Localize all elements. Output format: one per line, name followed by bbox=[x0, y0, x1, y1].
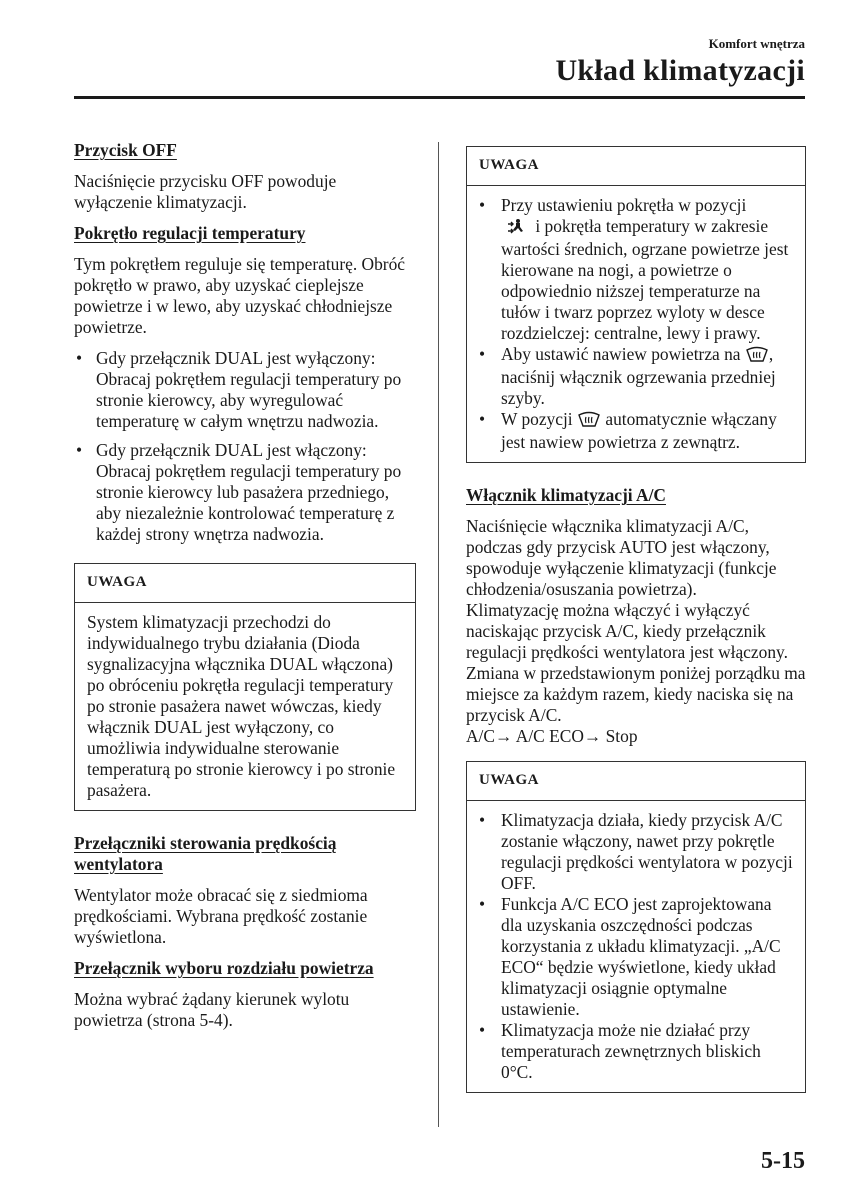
air-distribution-text: Można wybrać żądany kierunek wylotu powietrza (strona 5-4). bbox=[74, 989, 350, 1030]
note-label: UWAGA bbox=[467, 762, 805, 801]
feet-floor-airflow-icon bbox=[505, 218, 531, 239]
note-body bbox=[467, 186, 805, 462]
note-text: W pozycji bbox=[501, 409, 573, 429]
ac-text: Zmiana w przedstawionym poniżej porządku ma miejsce za każdym razem, kiedy naciska się na przycisk A/C. bbox=[466, 663, 806, 725]
air-distribution-heading: Przełącznik wyboru rozdziału powietrza bbox=[74, 958, 374, 978]
temperature-text: Tym pokrętłem reguluje się temperaturę. Obróć pokrętło w prawo, aby uzyskać cieplejsze powietrze i w lewo, aby uzyskać chłodniejsze powietrze. bbox=[74, 254, 406, 337]
ac-sequence: A/C→ A/C ECO→ Stop bbox=[466, 726, 638, 746]
page-number: 5-15 bbox=[761, 1148, 805, 1174]
ac-text: Naciśnięcie włącznika klimatyzacji A/C, podczas gdy przycisk AUTO jest włączony, spowoduje wyłączenie klimatyzacji (funkcje chłodzenia/osuszania powietrza). bbox=[466, 516, 777, 599]
note-text: , naciśnij włącznik ogrzewania przedniej szyby. bbox=[501, 344, 776, 408]
ac-heading: Włącznik klimatyzacji A/C bbox=[466, 485, 666, 505]
windshield-defrost-icon bbox=[577, 411, 601, 432]
section-label: Komfort wnętrza bbox=[708, 36, 805, 51]
note-text: Przy ustawieniu pokrętła w pozycji bbox=[501, 195, 747, 215]
note-box bbox=[74, 563, 416, 811]
fan-speed-text: Wentylator może obracać się z siedmioma prędkościami. Wybrana prędkość zostanie wyświetlona. bbox=[74, 885, 368, 947]
ac-text: Klimatyzację można włączyć i wyłączyć naciskając przycisk A/C, kiedy przełącznik regulacji prędkości wentylatora jest włączony. bbox=[466, 600, 788, 662]
list-item bbox=[477, 409, 793, 453]
note-text: automatycznie włączany jest nawiew powietrza z zewnątrz. bbox=[501, 409, 777, 452]
note-text: System klimatyzacji przechodzi do indywidualnego trybu działania (Dioda sygnalizacyjna włącznika DUAL włączona) po obróceniu pokrętła regulacji temperatury po stronie pasażera nawet wówczas, kiedy włącznik DUAL jest wyłączony, co umożliwia indywidualne sterowanie temperaturą po stronie kierowcy i po stronie pasażera. bbox=[87, 612, 396, 800]
fan-speed-heading: Przełączniki sterowania prędkością wentylatora bbox=[74, 833, 337, 874]
column-divider bbox=[438, 142, 439, 1127]
left-column bbox=[74, 140, 416, 1031]
list-item: • Gdy przełącznik DUAL jest wyłączony: Obracaj pokrętłem regulacji temperatury po stronie kierowcy, aby wyregulować temperaturę w całym wnętrzu nadwozia. bbox=[74, 348, 416, 432]
list-item: • Funkcja A/C ECO jest zaprojektowana dla uzyskania oszczędności podczas korzystania z układu klimatyzacji. „A/C ECO“ będzie wyświetlone, kiedy układ klimatyzacji osiągnie optymalne ustawienie. bbox=[477, 894, 793, 1020]
note-label: UWAGA bbox=[75, 564, 415, 603]
list-item bbox=[477, 344, 793, 409]
note-text: i pokrętła temperatury w zakresie wartości średnich, ogrzane powietrze jest kierowane na nogi, a powietrze o odpowiednio niższej temperaturze na tułów i twarz poprzez wyloty w desce rozdzielczej: centralne, lewy i prawy. bbox=[501, 216, 789, 343]
note-text: Aby ustawić nawiew powietrza na bbox=[501, 344, 741, 364]
list-item: • Klimatyzacja może nie działać przy temperaturach zewnętrznych bliskich 0°C. bbox=[477, 1020, 793, 1083]
note-body bbox=[467, 801, 805, 1092]
temperature-bullets bbox=[74, 348, 416, 545]
page-title: Układ klimatyzacji bbox=[555, 54, 805, 87]
list-item bbox=[477, 195, 793, 344]
right-column bbox=[466, 146, 806, 1115]
note-box bbox=[466, 761, 806, 1093]
header-rule bbox=[74, 96, 805, 99]
note-bullets bbox=[477, 810, 793, 1083]
note-box bbox=[466, 146, 806, 463]
list-item: • Gdy przełącznik DUAL jest włączony: Obracaj pokrętłem regulacji temperatury po stronie kierowcy lub pasażera przedniego, aby niezależnie kontrolować temperaturę z każdej strony wnętrza nadwozia. bbox=[74, 440, 416, 545]
list-item: • Klimatyzacja działa, kiedy przycisk A/C zostanie włączony, nawet przy pokrętle regulacji prędkości wentylatora w pozycji OFF. bbox=[477, 810, 793, 894]
off-text: Naciśnięcie przycisku OFF powoduje wyłączenie klimatyzacji. bbox=[74, 171, 337, 212]
temperature-heading: Pokrętło regulacji temperatury bbox=[74, 223, 306, 243]
off-heading: Przycisk OFF bbox=[74, 140, 177, 160]
note-bullets bbox=[477, 195, 793, 453]
note-label: UWAGA bbox=[467, 147, 805, 186]
windshield-defrost-icon bbox=[745, 346, 769, 367]
